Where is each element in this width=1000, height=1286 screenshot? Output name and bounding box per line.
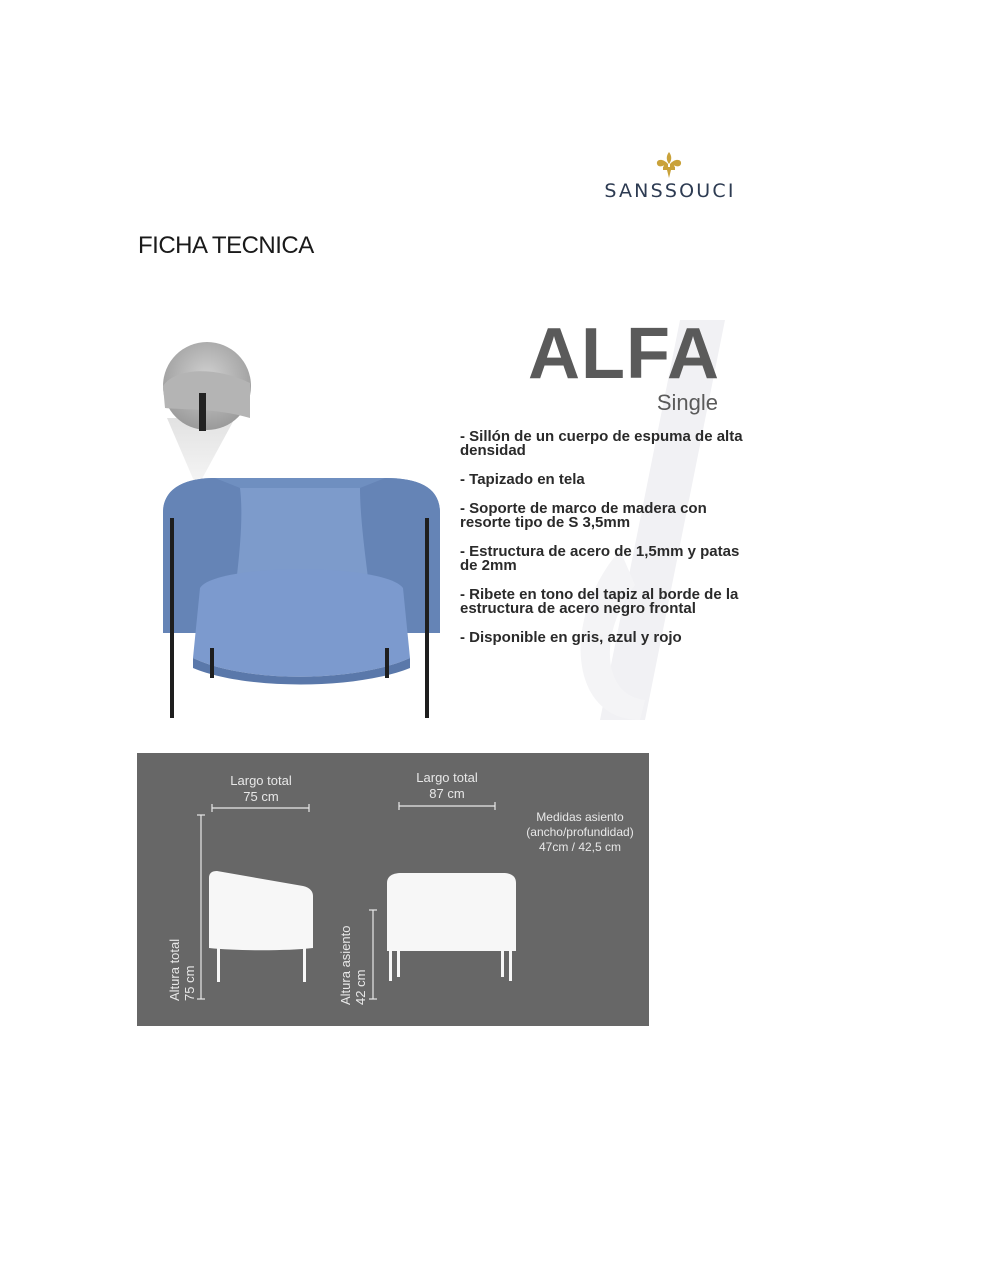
feature-item: - Sillón de un cuerpo de espuma de alta densidad	[460, 428, 743, 459]
armchair-photo	[155, 338, 445, 728]
brand-logo-text: SANSSOUCI	[604, 180, 736, 202]
seat-measures-subtitle: (ancho/profundidad)	[526, 825, 634, 839]
seat-measures-title: Medidas asiento	[536, 810, 624, 824]
feature-item: - Ribete en tono del tapiz al borde de la estructura de acero negro frontal	[460, 586, 739, 617]
front-length-value: 87 cm	[429, 786, 465, 801]
side-length-value: 75 cm	[243, 789, 279, 804]
feature-list	[460, 430, 750, 660]
front-length-label: Largo total	[416, 770, 478, 785]
side-length-label: Largo total	[230, 773, 292, 788]
seat-height-label: Altura asiento	[338, 925, 353, 1005]
product-name: ALFA	[528, 314, 720, 394]
total-height-value: 75 cm	[182, 965, 197, 1001]
feature-item: - Soporte de marco de madera con resorte tipo de S 3,5mm	[460, 500, 707, 531]
document-title: FICHA TECNICA	[138, 232, 314, 259]
front-view-chair	[387, 873, 516, 981]
fleur-de-lis-icon	[652, 150, 686, 180]
product-variant: Single	[656, 390, 718, 415]
feature-item: - Tapizado en tela	[460, 471, 585, 488]
side-view-chair	[209, 871, 313, 982]
fabric-detail-magnifier-icon	[163, 342, 251, 431]
dimension-drawings	[137, 753, 649, 1026]
feature-item: - Disponible en gris, azul y rojo	[460, 629, 682, 646]
total-height-label: Altura total	[167, 938, 182, 1001]
seat-measures-value: 47cm / 42,5 cm	[538, 840, 622, 854]
feature-item: - Estructura de acero de 1,5mm y patas de 2mm	[460, 543, 740, 574]
seat-height-value: 42 cm	[353, 969, 368, 1005]
dimensions-panel	[137, 753, 649, 1026]
